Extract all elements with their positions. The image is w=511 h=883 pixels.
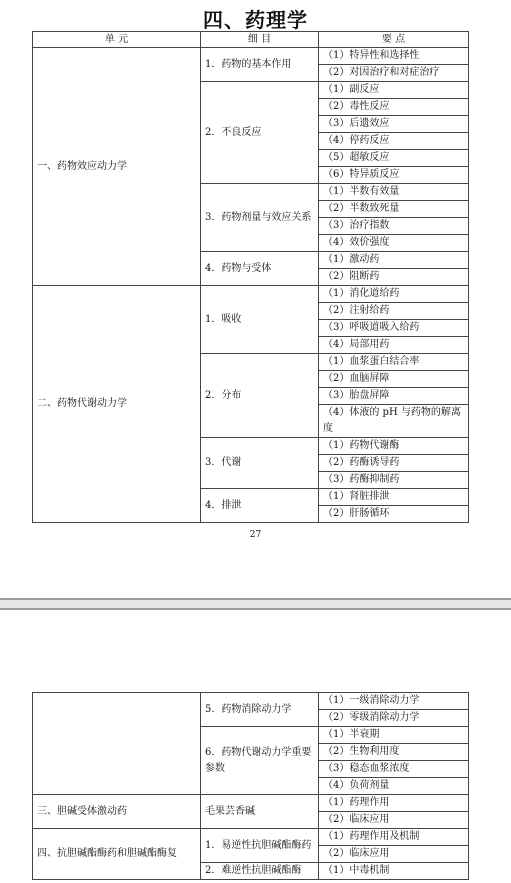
item-cell: 6．药物代谢动力学重要参数 (201, 727, 319, 795)
point-cell: （1）药理作用及机制 (319, 829, 469, 846)
syllabus-table (32, 31, 469, 523)
unit-cell (33, 693, 201, 795)
point-cell: （5）超敏反应 (319, 150, 469, 167)
point-cell: （1）半数有效量 (319, 184, 469, 201)
table-row (33, 795, 469, 812)
point-cell: （3）胎盘屏障 (319, 388, 469, 405)
point-cell: （1）中毒机制 (319, 863, 469, 880)
point-cell: （2）临床应用 (319, 812, 469, 829)
point-cell: （2）血脑屏障 (319, 371, 469, 388)
item-cell: 1．药物的基本作用 (201, 48, 319, 82)
item-cell: 3．药物剂量与效应关系 (201, 184, 319, 252)
item-cell: 4．排泄 (201, 489, 319, 523)
point-cell: （1）药理作用 (319, 795, 469, 812)
point-cell: （2）零级消除动力学 (319, 710, 469, 727)
column-header-item: 细 目 (201, 32, 319, 48)
point-cell: （2）临床应用 (319, 846, 469, 863)
point-cell: （1）特异性和选择性 (319, 48, 469, 65)
point-cell: （4）负荷剂量 (319, 778, 469, 795)
point-cell: （1）血浆蛋白结合率 (319, 354, 469, 371)
item-cell: 3．代谢 (201, 438, 319, 489)
table-row (33, 693, 469, 710)
point-cell: （2）毒性反应 (319, 99, 469, 116)
page-number: 27 (249, 530, 262, 540)
point-cell: （1）一级消除动力学 (319, 693, 469, 710)
table-row (33, 286, 469, 303)
item-cell: 2．分布 (201, 354, 319, 438)
point-cell: （2）对因治疗和对症治疗 (319, 65, 469, 82)
syllabus-table-continued (32, 692, 469, 880)
table-row (33, 829, 469, 846)
point-cell: （1）半衰期 (319, 727, 469, 744)
point-cell: （1）肾脏排泄 (319, 489, 469, 506)
item-cell: 2．不良反应 (201, 82, 319, 184)
table-header-row (33, 32, 469, 48)
table-row (33, 48, 469, 65)
point-cell: （1）激动药 (319, 252, 469, 269)
point-cell: （3）后遗效应 (319, 116, 469, 133)
point-cell: （1）消化道给药 (319, 286, 469, 303)
column-header-unit: 单 元 (33, 32, 201, 48)
point-cell: （2）肝肠循环 (319, 506, 469, 523)
column-header-points: 要 点 (319, 32, 469, 48)
document-page-2 (0, 610, 511, 883)
item-cell: 1．易逆性抗胆碱酯酶药 (201, 829, 319, 863)
point-cell: （4）体液的 pH 与药物的解离度 (319, 405, 469, 438)
point-cell: （3）治疗指数 (319, 218, 469, 235)
point-cell: （2）生物利用度 (319, 744, 469, 761)
unit-cell: 二、药物代谢动力学 (33, 286, 201, 523)
item-cell: 5．药物消除动力学 (201, 693, 319, 727)
point-cell: （2）注射给药 (319, 303, 469, 320)
page-separator (0, 598, 511, 610)
point-cell: （1）副反应 (319, 82, 469, 99)
unit-cell: 一、药物效应动力学 (33, 48, 201, 286)
point-cell: （4）停药反应 (319, 133, 469, 150)
item-cell: 2．难逆性抗胆碱酯酶 (201, 863, 319, 880)
point-cell: （4）局部用药 (319, 337, 469, 354)
item-cell: 1．吸收 (201, 286, 319, 354)
item-cell: 4．药物与受体 (201, 252, 319, 286)
point-cell: （2）阻断药 (319, 269, 469, 286)
unit-cell: 四、抗胆碱酯酶药和胆碱酯酶复 (33, 829, 201, 880)
point-cell: （1）药物代谢酶 (319, 438, 469, 455)
point-cell: （3）稳态血浆浓度 (319, 761, 469, 778)
point-cell: （4）效价强度 (319, 235, 469, 252)
point-cell: （3）药酶抑制药 (319, 472, 469, 489)
point-cell: （2）半数致死量 (319, 201, 469, 218)
point-cell: （3）呼吸道吸入给药 (319, 320, 469, 337)
unit-cell: 三、胆碱受体激动药 (33, 795, 201, 829)
page-title: 四、药理学 (203, 8, 308, 32)
point-cell: （2）药酶诱导药 (319, 455, 469, 472)
point-cell: （6）特异质反应 (319, 167, 469, 184)
item-cell: 毛果芸香碱 (201, 795, 319, 829)
